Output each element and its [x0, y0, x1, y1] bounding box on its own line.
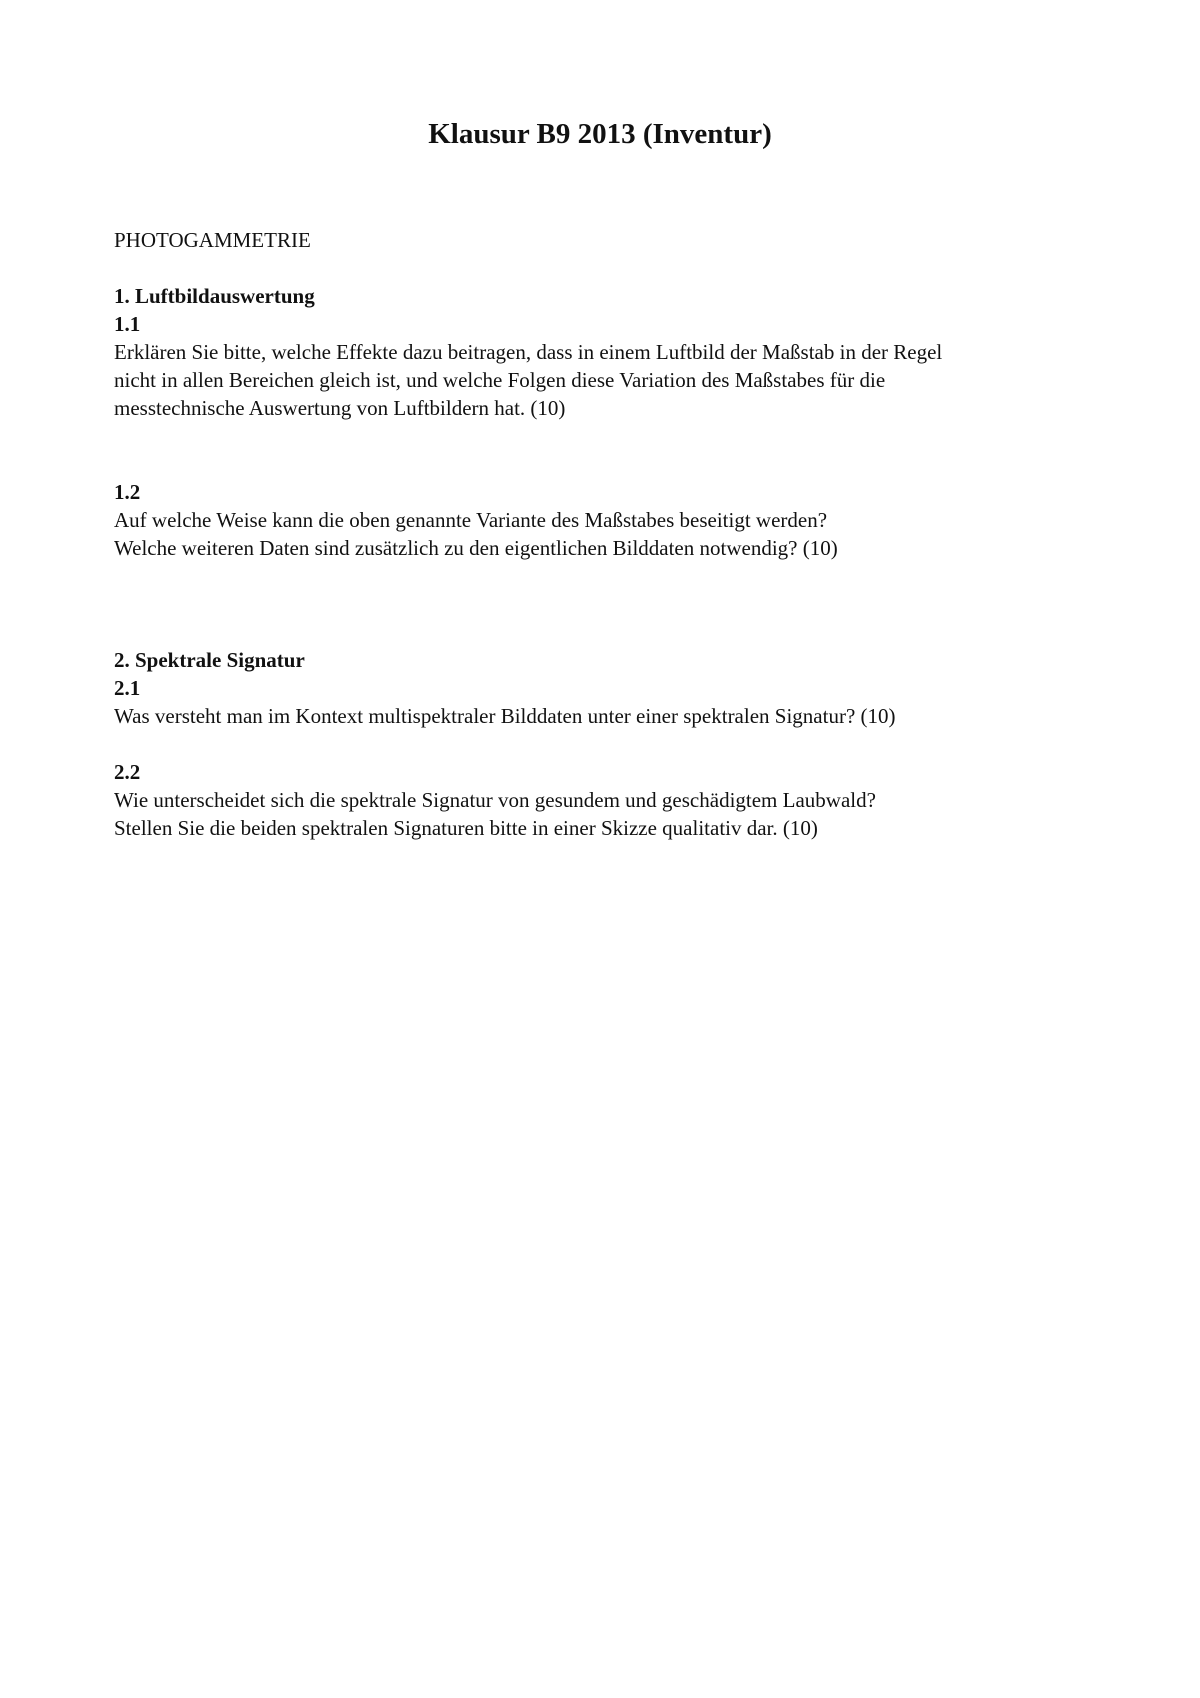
question-2-2-line-2: Stellen Sie die beiden spektralen Signaturen bitte in einer Skizze qualitativ dar. (10) [114, 816, 818, 840]
question-1-2-line-2: Welche weiteren Daten sind zusätzlich zu den eigentlichen Bilddaten notwendig? (10) [114, 536, 838, 560]
question-1-1-number: 1.1 [114, 312, 141, 336]
section-1-heading: 1. Luftbildauswertung [114, 284, 315, 308]
section-heading [114, 226, 1114, 254]
question-1-1-line-3: messtechnische Auswertung von Luftbildern hat. (10) [114, 396, 566, 420]
question-2-1-line-1: Was versteht man im Kontext multispektraler Bilddaten unter einer spektralen Signatur? (10) [114, 704, 896, 728]
question-2-2-line-1: Wie unterscheidet sich die spektrale Signatur von gesundem und geschädigtem Laubwald? [114, 788, 876, 812]
question-1-2 [114, 478, 1114, 562]
section-2-heading: 2. Spektrale Signatur [114, 648, 305, 672]
question-2-2 [114, 758, 1114, 842]
question-1-1-line-2: nicht in allen Bereichen gleich ist, und welche Folgen diese Variation des Maßstabes für die [114, 368, 886, 392]
question-1-1-line-1: Erklären Sie bitte, welche Effekte dazu beitragen, dass in einem Luftbild der Maßstab in der Regel [114, 340, 943, 364]
question-2-1-number: 2.1 [114, 676, 141, 700]
section-heading-text: PHOTOGAMMETRIE [114, 228, 311, 252]
question-2-2-number: 2.2 [114, 760, 141, 784]
section-1 [114, 282, 1114, 422]
question-1-2-line-1: Auf welche Weise kann die oben genannte Variante des Maßstabes beseitigt werden? [114, 508, 828, 532]
section-2 [114, 646, 1114, 730]
document-title: Klausur B9 2013 (Inventur) [428, 118, 772, 150]
question-1-2-number: 1.2 [114, 480, 141, 504]
